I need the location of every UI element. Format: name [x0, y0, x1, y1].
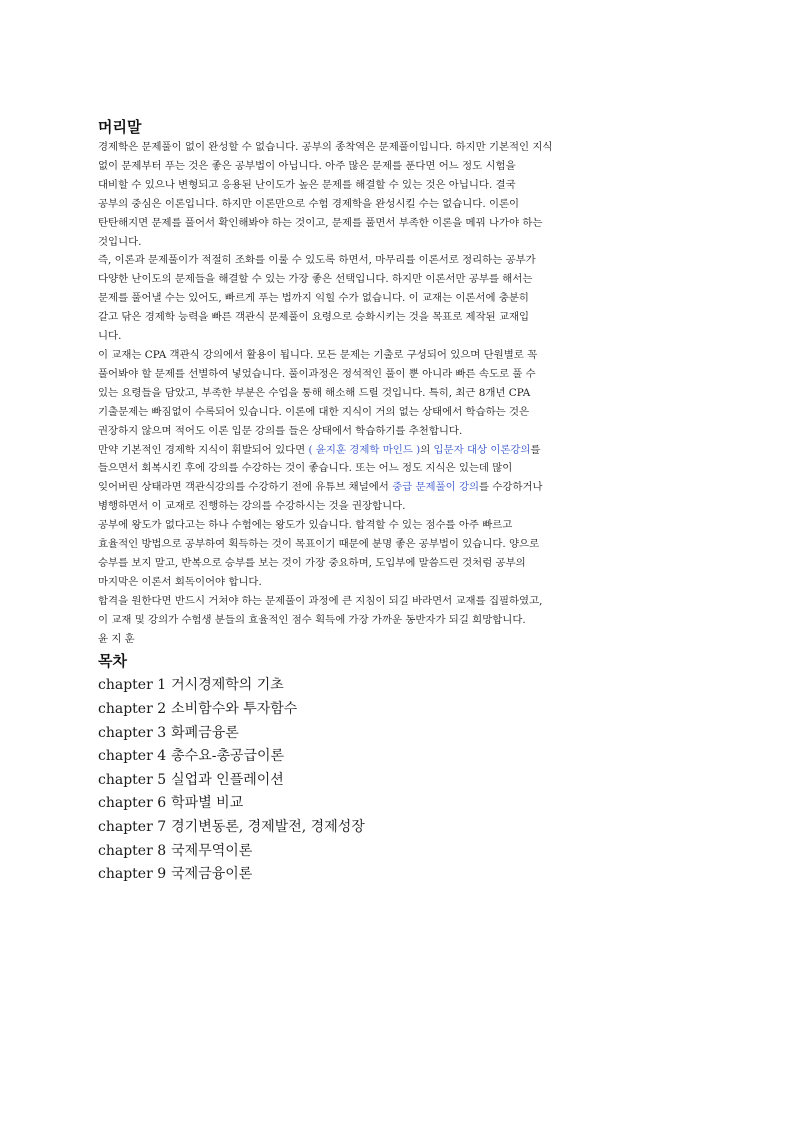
- preface-line: [98, 308, 678, 327]
- toc-chapter-label: chapter: [98, 748, 153, 765]
- toc-chapter-number: 7: [157, 819, 167, 836]
- toc-item: [98, 792, 678, 816]
- preface-line: [98, 478, 678, 497]
- toc-chapter-number: 5: [157, 771, 167, 788]
- preface-line: [98, 157, 678, 176]
- preface-text: 갈고 닦은 경제학 능력을 빠른 객관식 문제풀이 요령으로 승화시키는 것을 목표로 제작된 교재입: [98, 311, 530, 324]
- preface-line: [98, 422, 678, 441]
- preface-line: [98, 592, 678, 611]
- preface-line: [98, 327, 678, 346]
- preface-text: 대비할 수 있으나 변형되고 응용된 난이도가 높은 문제를 해결할 수 있는 것은 아닙니다. 결국: [98, 178, 516, 191]
- toc-chapter-number: 9: [157, 866, 167, 883]
- preface-text: 를 수강하거나: [479, 481, 543, 494]
- preface-line: [98, 233, 678, 252]
- preface-text: 의: [420, 443, 434, 456]
- preface-text: 병행하면서 이 교재로 진행하는 강의를 수강하시는 것을 권장합니다.: [98, 500, 406, 513]
- preface-text: 를: [530, 443, 541, 456]
- preface-text: 없이 문제부터 푸는 것은 좋은 공부법이 아닙니다. 아주 많은 문제를 푼다면 어느 정도 시험을: [98, 159, 516, 172]
- toc-chapter-label: chapter: [98, 795, 153, 812]
- preface-line: [98, 535, 678, 554]
- preface-line: [98, 365, 678, 384]
- preface-line: [98, 251, 678, 270]
- document-page: [98, 116, 678, 887]
- toc-chapter-number: 2: [157, 701, 167, 718]
- preface-text: 경제학은 문제풀이 없이 완성할 수 없습니다. 공부의 종착역은 문제풀이입니다. 하지만 기본적인 지식: [98, 141, 553, 153]
- toc-item: [98, 816, 678, 840]
- toc-chapter-label: chapter: [98, 701, 153, 718]
- toc-heading: 목차: [98, 652, 127, 671]
- toc-chapter-title: 소비함수와 투자함수: [171, 701, 298, 718]
- toc-chapter-title: 경기변동론, 경제발전, 경제성장: [171, 819, 365, 836]
- toc-chapter-label: chapter: [98, 842, 153, 859]
- toc-item: [98, 840, 678, 864]
- toc-chapter-label: chapter: [98, 724, 153, 741]
- preface-body: [98, 138, 678, 630]
- toc-chapter-number: 4: [157, 748, 167, 765]
- preface-line: [98, 516, 678, 535]
- table-of-contents: [98, 674, 678, 886]
- preface-text: 합격을 원한다면 반드시 거쳐야 하는 문제풀이 과정에 큰 지침이 되길 바라면서 교재를 집필하였고,: [98, 594, 543, 607]
- preface-heading: 머리말: [98, 118, 142, 136]
- preface-line: [98, 611, 678, 630]
- preface-line: [98, 214, 678, 233]
- preface-line: [98, 270, 678, 289]
- toc-item: [98, 769, 678, 793]
- preface-line: [98, 459, 678, 478]
- toc-chapter-number: 8: [157, 842, 167, 859]
- preface-line: [98, 573, 678, 592]
- preface-text: 공부의 중심은 이론입니다. 하지만 이론만으로 수험 경제학을 완성시킬 수는 없습니다. 이론이: [98, 197, 520, 210]
- preface-text: 마지막은 이론서 회독이어야 합니다.: [98, 575, 262, 588]
- preface-text: 공부에 왕도가 없다고는 하나 수험에는 왕도가 있습니다. 합격할 수 있는 점수를 아주 빠르고: [98, 519, 513, 532]
- preface-author: 윤 지 훈: [98, 632, 135, 645]
- toc-chapter-label: chapter: [98, 771, 153, 788]
- preface-text: 잊어버린 상태라면 객관식강의를 수강하기 전에 유튜브 채널에서: [98, 481, 393, 494]
- preface-line: [98, 176, 678, 195]
- preface-text: 이 교재 및 강의가 수험생 분들의 효율적인 점수 획득에 가장 가까운 동반자가 되길 희망합니다.: [98, 613, 526, 626]
- toc-item: [98, 722, 678, 746]
- toc-chapter-title: 학파별 비교: [171, 795, 244, 812]
- preface-line: [98, 195, 678, 214]
- toc-chapter-number: 1: [157, 677, 167, 694]
- toc-item: [98, 863, 678, 887]
- preface-text: 문제를 풀어낼 수는 있어도, 빠르게 푸는 법까지 익힐 수가 없습니다. 이 교재는 이론서에 충분히: [98, 292, 529, 305]
- preface-text: 탄탄해지면 문제를 풀어서 확인해봐야 하는 것이고, 문제를 풀면서 부족한 이론을 메꿔 나가야 하는: [98, 216, 543, 229]
- toc-chapter-number: 3: [157, 724, 167, 741]
- toc-chapter-title: 거시경제학의 기초: [171, 677, 284, 694]
- preface-line: [98, 497, 678, 516]
- preface-line: [98, 346, 678, 365]
- toc-item: [98, 674, 678, 698]
- toc-chapter-title: 국제무역이론: [171, 842, 253, 859]
- toc-chapter-number: 6: [157, 795, 167, 812]
- preface-text: 승부를 보지 말고, 반복으로 승부를 보는 것이 가장 중요하며, 도입부에 말씀드린 것처럼 공부의: [98, 556, 526, 569]
- preface-line: [98, 403, 678, 422]
- highlighted-text: ( 윤지훈 경제학 마인드 ): [308, 443, 421, 456]
- preface-line: [98, 441, 678, 460]
- preface-text: 있는 요령들을 담았고, 부족한 부분은 수업을 통해 해소해 드릴 것입니다. 특히, 최근 8개년 CPA: [98, 386, 531, 399]
- toc-chapter-title: 화폐금융론: [171, 724, 239, 741]
- preface-text: 권장하지 않으며 적어도 이론 입문 강의를 들은 상태에서 학습하기를 추천합니다.: [98, 424, 463, 437]
- toc-item: [98, 745, 678, 769]
- toc-chapter-title: 국제금융이론: [171, 866, 253, 883]
- preface-text: 만약 기본적인 경제학 지식이 휘발되어 있다면: [98, 443, 309, 456]
- toc-chapter-label: chapter: [98, 677, 153, 694]
- preface-text: 들으면서 회복시킨 후에 강의를 수강하는 것이 좋습니다. 또는 어느 정도 지식은 있는데 많이: [98, 462, 513, 475]
- toc-chapter-title: 실업과 인플레이션: [171, 771, 284, 788]
- preface-text: 즉, 이론과 문제풀이가 적절히 조화를 이룰 수 있도록 하면서, 마무리를 이론서로 정리하는 공부가: [98, 254, 536, 267]
- highlighted-text: 입문자 대상 이론강의: [433, 443, 531, 456]
- preface-text: 이 교재는 CPA 객관식 강의에서 활용이 됩니다. 모든 문제는 기출로 구성되어 있으며 단원별로 꼭: [98, 348, 538, 361]
- preface-line: [98, 384, 678, 403]
- toc-chapter-title: 총수요-총공급이론: [171, 748, 285, 765]
- toc-chapter-label: chapter: [98, 819, 153, 836]
- preface-text: 것입니다.: [98, 235, 142, 248]
- toc-item: [98, 698, 678, 722]
- toc-chapter-label: chapter: [98, 866, 153, 883]
- preface-text: 효율적인 방법으로 공부하여 획득하는 것이 목표이기 때문에 분명 좋은 공부법이 있습니다. 양으로: [98, 538, 540, 551]
- preface-text: 풀어봐야 할 문제를 선별하여 넣었습니다. 풀이과정은 정석적인 풀이 뿐 아니라 빠른 속도로 풀 수: [98, 367, 536, 380]
- preface-line: [98, 554, 678, 573]
- preface-line: [98, 138, 678, 157]
- preface-text: 기출문제는 빠짐없이 수록되어 있습니다. 이론에 대한 지식이 거의 없는 상태에서 학습하는 것은: [98, 405, 530, 418]
- preface-text: 다양한 난이도의 문제들을 해결할 수 있는 가장 좋은 선택입니다. 하지만 이론서만 공부를 해서는: [98, 273, 533, 286]
- highlighted-text: 중급 문제풀이 강의: [392, 481, 480, 494]
- preface-text: 니다.: [98, 330, 122, 343]
- preface-line: [98, 289, 678, 308]
